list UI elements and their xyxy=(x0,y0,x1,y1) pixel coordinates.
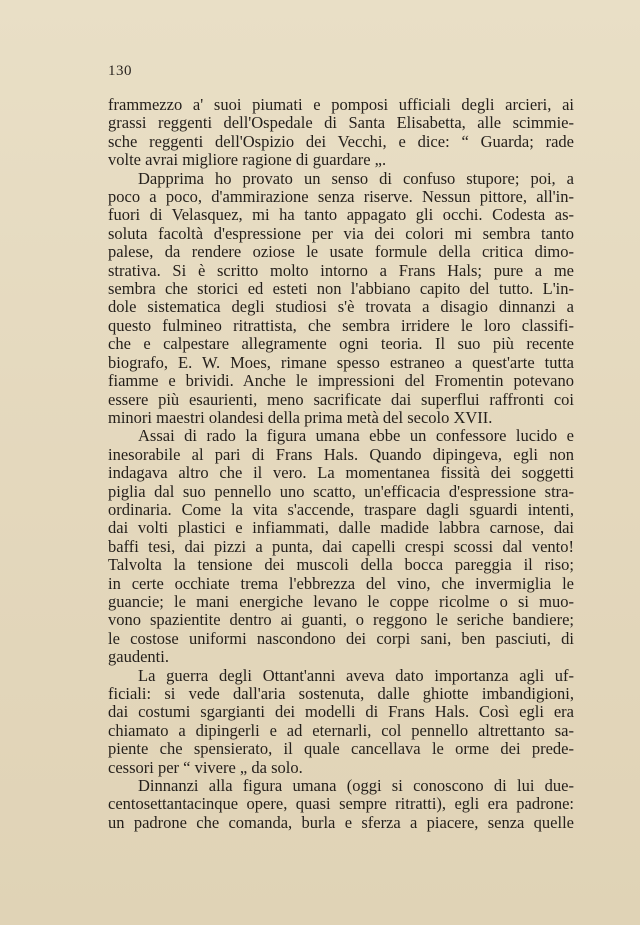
text-line: centosettantacinque opere, quasi sempre ritratti), egli era padrone: xyxy=(108,794,574,814)
text-line: sche reggenti dell'Ospizio dei Vecchi, e dice: “ Guarda; rade xyxy=(108,131,574,151)
text-line: guancie; le mani energiche levano le coppe ricolme o si muo- xyxy=(108,591,574,611)
text-line: chiamato a dipingerli e ad eternarli, col pennello altrettanto sa- xyxy=(108,720,574,740)
text-line: strativa. Si è scritto molto intorno a Frans Hals; pure a me xyxy=(108,260,574,280)
text-line: Talvolta la tensione dei muscoli della bocca pareggia il riso; xyxy=(108,555,574,575)
text-line: inesorabile al pari di Frans Hals. Quando dipingeva, egli non xyxy=(108,444,574,464)
text-line: che e calpestare allegramente ogni teoria. Il suo più recente xyxy=(108,334,574,354)
text-line: essere più esaurienti, meno sacrificate dai superflui raffronti coi xyxy=(108,389,574,409)
text-line: in certe occhiate trema l'ebbrezza del vino, che invermiglia le xyxy=(108,573,574,593)
text-line: dai costumi sgargianti dei modelli di Frans Hals. Così egli era xyxy=(108,702,574,722)
text-line: minori maestri olandesi della prima metà del secolo XVII. xyxy=(108,407,493,427)
page-number: 130 xyxy=(108,63,132,79)
text-line: La guerra degli Ottant'anni aveva dato importanza agli uf- xyxy=(138,665,574,685)
text-line: vono spazientite dentro ai guanti, o reggono le seriche bandiere; xyxy=(108,610,574,630)
text-line: dole sistematica degli studiosi s'è trovata a disagio dinnanzi a xyxy=(108,297,574,317)
text-line: cessori per “ vivere „ da solo. xyxy=(108,757,303,777)
text-line: un padrone che comanda, burla e sferza a piacere, senza quelle xyxy=(108,812,574,832)
text-line: Dapprima ho provato un senso di confuso stupore; poi, a xyxy=(138,168,574,188)
text-line: dai volti plastici e infiammati, dalle madide labbra carnose, dai xyxy=(108,518,574,538)
text-line: questo fulmineo ritrattista, che sembra irridere le loro classifi- xyxy=(108,315,574,335)
text-line: palese, da rendere oziose le usate formule della critica dimo- xyxy=(108,242,574,262)
text-line: Assai di rado la figura umana ebbe un confessore lucido e xyxy=(138,426,574,446)
text-line: fiamme e brividi. Anche le impressioni del Fromentin potevano xyxy=(108,371,574,391)
text-line: gaudenti. xyxy=(108,647,169,667)
text-line: fuori di Velasquez, mi ha tanto appagato gli occhi. Codesta as- xyxy=(108,205,574,225)
text-line: frammezzo a' suoi piumati e pomposi ufficiali degli arcieri, ai xyxy=(108,95,574,114)
body-text xyxy=(108,96,574,832)
text-line: volte avrai migliore ragione di guardare „. xyxy=(108,150,387,170)
text-line: sembra che storici ed esteti non l'abbiano capito del tutto. L'in- xyxy=(108,279,574,299)
text-line: indagava altro che il vero. La momentanea fissità dei soggetti xyxy=(108,463,574,483)
text-line: ordinaria. Come la vita s'accende, traspare dagli sguardi intenti, xyxy=(108,499,574,519)
text-line: le costose uniformi nascondono dei corpi sani, ben pasciuti, di xyxy=(108,628,574,648)
text-line: Dinnanzi alla figura umana (oggi si conoscono di lui due- xyxy=(138,776,574,796)
text-line: poco a poco, d'ammirazione senza riserve. Nessun pittore, all'in- xyxy=(108,187,574,207)
text-line: piente che spensierato, il quale cancellava le orme dei prede- xyxy=(108,739,574,759)
text-line: piglia dal suo pennello uno scatto, un'efficacia d'espressione stra- xyxy=(108,481,574,501)
text-line: biografo, E. W. Moes, rimane spesso estraneo a quest'arte tutta xyxy=(108,352,574,372)
text-line: soluta facoltà d'espressione per via dei colori mi sembra tanto xyxy=(108,223,574,243)
text-line: grassi reggenti dell'Ospedale di Santa Elisabetta, alle scimmie- xyxy=(108,113,574,133)
text-line: ficiali: si vede dall'aria sostenuta, dalle ghiotte imbandigioni, xyxy=(108,684,574,703)
text-line: baffi tesi, dai pizzi a punta, dai capelli crespi scossi dal vento! xyxy=(108,536,574,556)
